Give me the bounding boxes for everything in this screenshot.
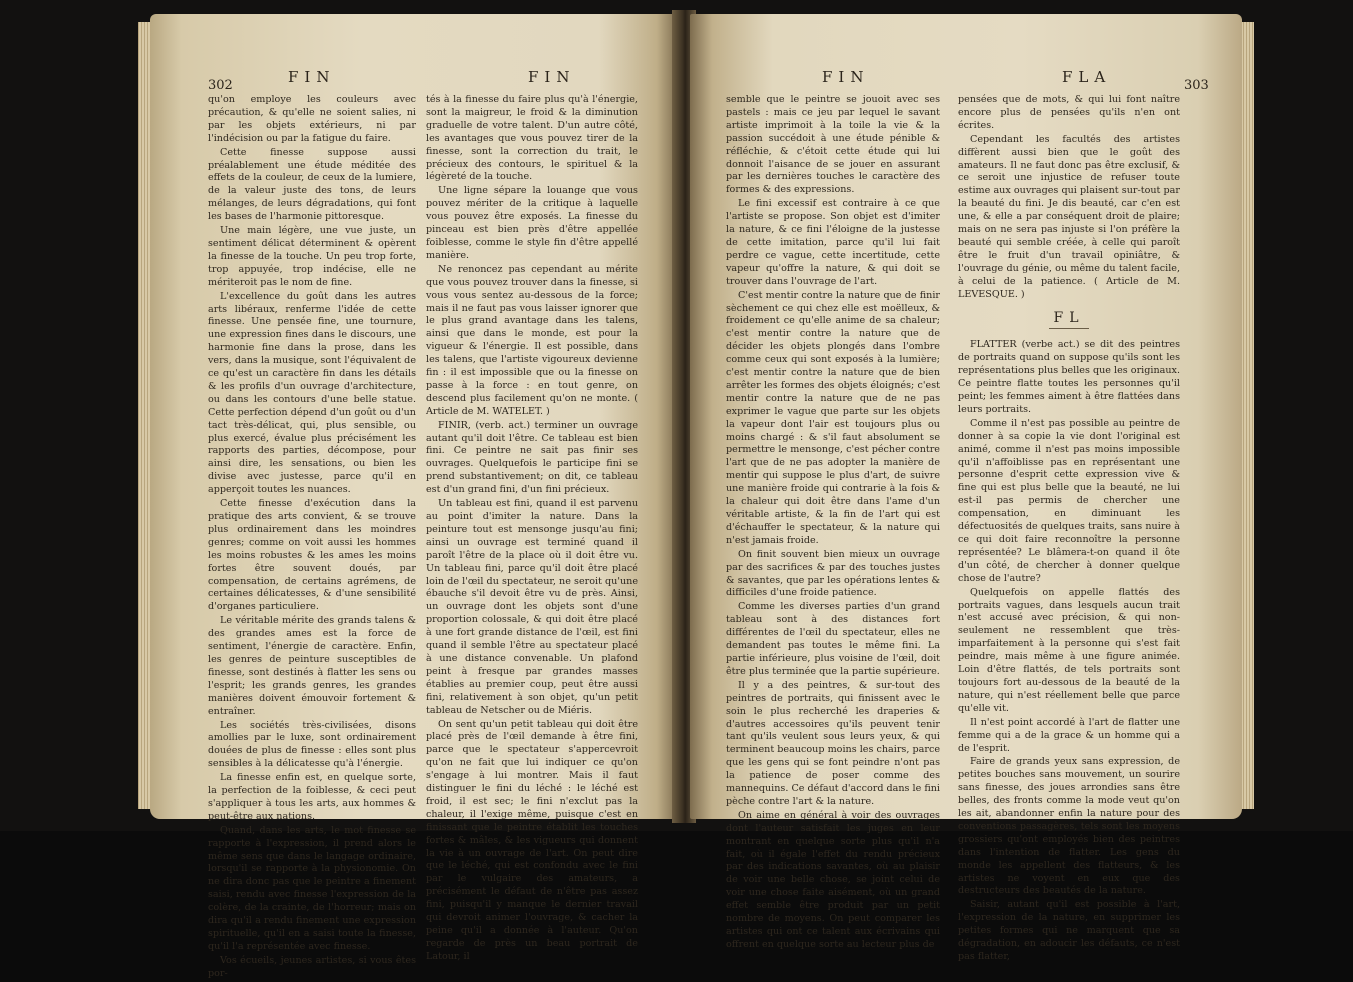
paragraph: Il y a des peintres, & sur-tout des peintres de portraits, qui finissent avec le soin le plus recherché les draperies & d'autres accessoires qu'ils peuvent tenir tant qu'ils veulent sous leurs yeux, & qui terminent beaucoup moins les chairs, parce que les gens qui se font peindre n'ont pas la patience de poser comme des mannequins. Ce défaut d'accord dans le fini pèche contre l'art & la nature. <box>726 679 940 807</box>
paragraph: Cette finesse suppose aussi préalablement une étude méditée des effets de la couleur, de ceux de la lumiere, de la valeur juste des tons, de leurs mélanges, de leurs dégradations, qui font les bases de l'harmonie pittoresque. <box>208 146 416 223</box>
paragraph: qu'on employe les couleurs avec précaution, & qu'elle ne soient salies, ni par les objets extérieurs, ni par l'indécision ou par la fatigue du faire. <box>208 94 416 144</box>
paragraph: Vos écueils, jeunes artistes, si vous êtes por- <box>208 954 416 979</box>
paragraph: Cette finesse d'exécution dans la pratique des arts convient, & se trouve plus ordinairement dans les moindres genres; comme on voit aussi les hommes les moins robustes & les ames les moins fortes être souvent doués, par compensation, de certains agrémens, de certaines délicatesses, & d'une sensibilité d'organes particuliere. <box>208 498 416 613</box>
paragraph: Le fini excessif est contraire à ce que l'artiste se propose. Son objet est d'imiter la nature, & ce fini l'éloigne de la justesse de cette imitation, parce qu'il lui fait perdre ce vague, cette incertitude, cette vapeur qu'offre la nature, & qui doit se trouver dans l'ouvrage de l'art. <box>726 198 940 287</box>
paragraph: On sent qu'un petit tableau qui doit être placé près de l'œil demande à être fini, parce que le spectateur s'appercevroit qu'on ne fait que lui indiquer ce qu'on s'engage à lui montrer. Mais il faut distinguer le fini du léché : le léché est froid, il est sec; le fini n'exclut pas la chaleur, il l'exige même, puisque c'est en finissant que le peintre établit les touches fortes & mâles, & les vigueurs qui donnent la vie à un ouvrage de l'art. On peut dire que le léché, qui est confondu avec le fini par le vulgaire des amateurs, a précisément le défaut de n'être pas assez fini, puisqu'il y manque le dernier travail qui devroit animer l'ouvrage, & cacher la peine qu'il a donnée à l'auteur. Qu'on regarde de près un beau portrait de Latour, il <box>426 718 638 962</box>
section-rule <box>1049 328 1089 329</box>
right-column-2 <box>958 94 1180 965</box>
paragraph: Une ligne sépare la louange que vous pouvez mériter de la critique à laquelle vous pouvez être exposés. La finesse du pinceau est bien près d'être appellée foiblesse, comme le style fin d'être appellé manière. <box>426 185 638 261</box>
right-running-head-1: FIN <box>822 68 870 86</box>
paragraph: Un tableau est fini, quand il est parvenu au point d'imiter la nature. Dans la peinture tout est mensonge jusqu'au fini; ainsi un ouvrage est terminé quand il paroît l'être de la place où il doit être vu. Un tableau fini, parce qu'il doit être placé loin de l'œil du spectateur, ne seroit qu'une ébauche s'il devoit être vu de près. Ainsi, un ouvrage dont les objets sont d'une proportion colossale, & qui doit être placé à une fort grande distance de l'œil, est fini quand il semble l'être au spectateur placé à une distance convenable. Un plafond peint à fresque par grandes masses établies au premier coup, peut être aussi fini, relativement à son objet, qu'un petit tableau de Netscher ou de Miéris. <box>426 498 638 716</box>
paragraph: L'excellence du goût dans les autres arts libéraux, renferme l'idée de cette finesse. Une pensée fine, une tournure, une expression fines dans le discours, une harmonie fine dans la prose, dans les vers, dans la musique, sont l'équivalent de ce qu'est un caractère fin dans les détails & les profils d'un ouvrage d'architecture, ou dans les contours d'une belle statue. Cette perfection dépend d'un goût ou d'un tact très-délicat, qui, plus sensible, ou plus exercé, évalue plus précisément les rapports des parties, décompose, pour ainsi dire, les sensations, ou bien les divise avec justesse, parce qu'il en apperçoit toutes les nuances. <box>208 290 416 496</box>
paragraph: FINIR, (verb. act.) terminer un ouvrage autant qu'il doit l'être. Ce tableau est bien fini. Ce peintre ne sait pas finir ses ouvrages. Quelquefois le participe fini se prend substantivement; on dit, ce tableau est d'un grand fini, d'un fini précieux. <box>426 419 638 496</box>
left-column-2 <box>426 94 638 965</box>
paragraph: Quand, dans les arts, le mot finesse se rapporte à l'expression, il prend alors le même sens que dans le langage ordinaire, lorsqu'il se rapporte à la physionomie. On ne dira donc pas que le peintre a finement saisi, rendu avec finesse l'expression de la colère, de la crainte, de l'horreur; mais on dira qu'il a rendu finement une expression spirituelle, qu'il en a saisi toute la finesse, qu'il l'a représentée avec finesse. <box>208 824 416 952</box>
paragraph: Cependant les facultés des artistes diffèrent aussi bien que le goût des amateurs. Il ne faut donc pas être exclusif, & ce seroit une injustice de refuser toute estime aux ouvrages qui plaisent sur-tout par la beauté du fini. Je dis beauté, car c'en est une, & elle a par conséquent droit de plaire; mais on ne sera pas injuste si l'on préfère la beauté qui semble créée, à celle qui paroît être le fruit d'un travail opiniâtre, & l'ouvrage du génie, ou même du talent facile, à celui de la patience. ( Article de M. LEVESQUE. ) <box>958 133 1180 300</box>
paragraph: Une main légère, une vue juste, un sentiment délicat déterminent & opèrent la finesse de la touche. Un peu trop forte, trop appuyée, trop indécise, elle ne mériteroit pas le nom de fine. <box>208 225 416 288</box>
paragraph: Les sociétés très-civilisées, disons amollies par le luxe, sont ordinairement douées de plus de finesse : elles sont plus sensibles à la délicatesse qu'à l'énergie. <box>208 719 416 770</box>
right-page-edges <box>1240 22 1254 809</box>
paragraph: tés à la finesse du faire plus qu'à l'énergie, sont la maigreur, le froid & la diminution graduelle de votre talent. D'un autre côté, les avantages que vous pouvez tirer de la finesse, sont la correction du trait, le précieux des contours, le spirituel & la légèreté de la touche. <box>426 94 638 183</box>
left-column-1 <box>208 94 416 982</box>
paragraph: Quelquefois on appelle flattés des portraits vagues, dans lesquels aucun trait n'est accusé avec précision, & qui non-seulement ne ressemblent que très-imparfaitement à la personne qui s'est fait peindre, mais même à une figure animée. Loin d'être flattés, de tels portraits sont toujours fort au-dessous de la beauté de la nature, qui n'est réellement belle que parce qu'elle vit. <box>958 586 1180 714</box>
section-heading-text: FL <box>1053 309 1085 326</box>
paragraph: Il n'est point accordé à l'art de flatter une femme qui a de la grace & un homme qui a de l'esprit. <box>958 716 1180 754</box>
paragraph: pensées que de mots, & qui lui font naître encore plus de pensées qu'ils n'en ont écrites. <box>958 94 1180 131</box>
paragraph: La finesse enfin est, en quelque sorte, la perfection de la foiblesse, & ceci peut s'appliquer à tous les arts, aux hommes & peut-être aux nations. <box>208 772 416 822</box>
paragraph: Le véritable mérite des grands talens & des grandes ames est la force de sentiment, l'énergie de caractère. Enfin, les genres de peinture susceptibles de finesse, sont destinés à flatter les sens ou l'esprit; les grands genres, les grandes manières doivent émouvoir fortement & entraîner. <box>208 615 416 717</box>
paragraph: semble que le peintre se jouoit avec ses pastels : mais ce jeu par lequel le savant artiste imprimoit à la toile la vie & la passion succédoit à une étude pénible & réfléchie, & c'étoit cette étude qui lui donnoit l'aisance de se jouer en assurant par les dernières touches le caractère des formes & des expressions. <box>726 94 940 196</box>
left-page <box>150 14 678 979</box>
paragraph: Comme les diverses parties d'un grand tableau sont à des distances fort différentes de l'œil du spectateur, elles ne demandent pas toutes le même fini. La partie inférieure, plus voisine de l'œil, doit être plus terminée que la partie supérieure. <box>726 601 940 677</box>
right-column-1 <box>726 94 940 953</box>
right-page <box>690 14 1242 962</box>
paragraph: On aime en général à voir des ouvrages dont l'auteur satisfait les juges en leur montrant en quelque sorte plus qu'il n'a fait, où il égale l'effet du rendu précieux par des indications savantes, où au plaisir de voir une belle chose, se joint celui de voir une chose faite aisément, où un grand effet semble être produit par un petit nombre de moyens. On peut comparer les artistes qui ont ce talent aux écrivains qui offrent en quelque sorte au lecteur plus de <box>726 809 940 950</box>
paragraph: On finit souvent bien mieux un ouvrage par des sacrifices & par des touches justes & savantes, que par les opérations lentes & difficiles d'une froide patience. <box>726 548 940 599</box>
paragraph: Ne renoncez pas cependant au mérite que vous pouvez trouver dans la finesse, si vous vous sentez au-dessous de la force; mais il ne faut pas vous laisser ignorer que le plus grand avantage dans les talens, ainsi que dans le monde, est pour la vigueur & l'énergie. Il est possible, dans les talens, que l'artiste vigoureux devienne fin : il est impossible que ou la finesse on passe à la force : en tout genre, on descend plus facilement qu'on ne monte. ( Article de M. WATELET. ) <box>426 263 638 417</box>
right-page-number: 303 <box>1184 78 1209 93</box>
paragraph: C'est mentir contre la nature que de finir sèchement ce qui chez elle est moëlleux, & froidement ce qu'elle anime de sa chaleur; c'est mentir contre la nature que de décider les objets plongés dans l'ombre comme ceux qui sont exposés à la lumière; c'est mentir contre la nature que de bien arrêter les formes des objets éloignés; c'est mentir contre la nature que de ne pas exprimer le vague que parte sur les objets la vapeur dont l'air est toujours plus ou moins chargé : & s'il faut absolument se permettre le mensonge, c'est pécher contre l'art que de ne pas adopter la manière de mentir qui suppose le plus d'art, de suivre une manière froide qui contrarie à la fois & la chaleur qui doit être dans l'ame d'un véritable artiste, & la fin de l'art qui est d'échauffer le spectateur, & la nature qui n'est jamais froide. <box>726 289 940 546</box>
paragraph: FLATTER (verbe act.) se dit des peintres de portraits quand on suppose qu'ils sont les représentations plus belles que les originaux. Ce peintre flatte toutes les personnes qu'il peint; les femmes aiment à être flattées dans leurs portraits. <box>958 339 1180 415</box>
paragraph: Faire de grands yeux sans expression, de petites bouches sans mouvement, un sourire sans finesse, des joues arrondies sans être belles, des fronts comme la mode veut qu'on les ait, abandonner enfin la nature pour des conventions passagères, tels sont les moyens grossiers qu'ont employés bien des peintres dans l'intention de flatter. Les gens du monde les appellent des flatteurs, & les artistes ne voyent en eux que des destructeurs des beautés de la nature. <box>958 756 1180 897</box>
right-running-head-2: FLA <box>1062 68 1112 86</box>
section-heading <box>958 309 1180 330</box>
left-running-head-2: FIN <box>528 68 576 86</box>
paragraph: Comme il n'est pas possible au peintre de donner à sa copie la vie dont l'original est animé, comme il n'est pas moins impossible qu'il n'affoiblisse pas en représentant une personne d'esprit cette expression vive & fine qui est plus belle que la beauté, ne lui est-il pas permis de chercher une compensation, en diminuant les défectuosités de quelques traits, sans nuire à ce qui doit faire reconnoître la personne représentée? Le blâmera-t-on quand il ôte d'un côté, de chercher à donner quelque chose de l'autre? <box>958 417 1180 584</box>
left-running-head-1: FIN <box>288 68 336 86</box>
paragraph: Saisir, autant qu'il est possible à l'art, l'expression de la nature, en supprimer les petites formes qui ne marquent que sa dégradation, en adoucir les défauts, ce n'est pas flatter, <box>958 899 1180 962</box>
left-page-number: 302 <box>208 78 233 93</box>
